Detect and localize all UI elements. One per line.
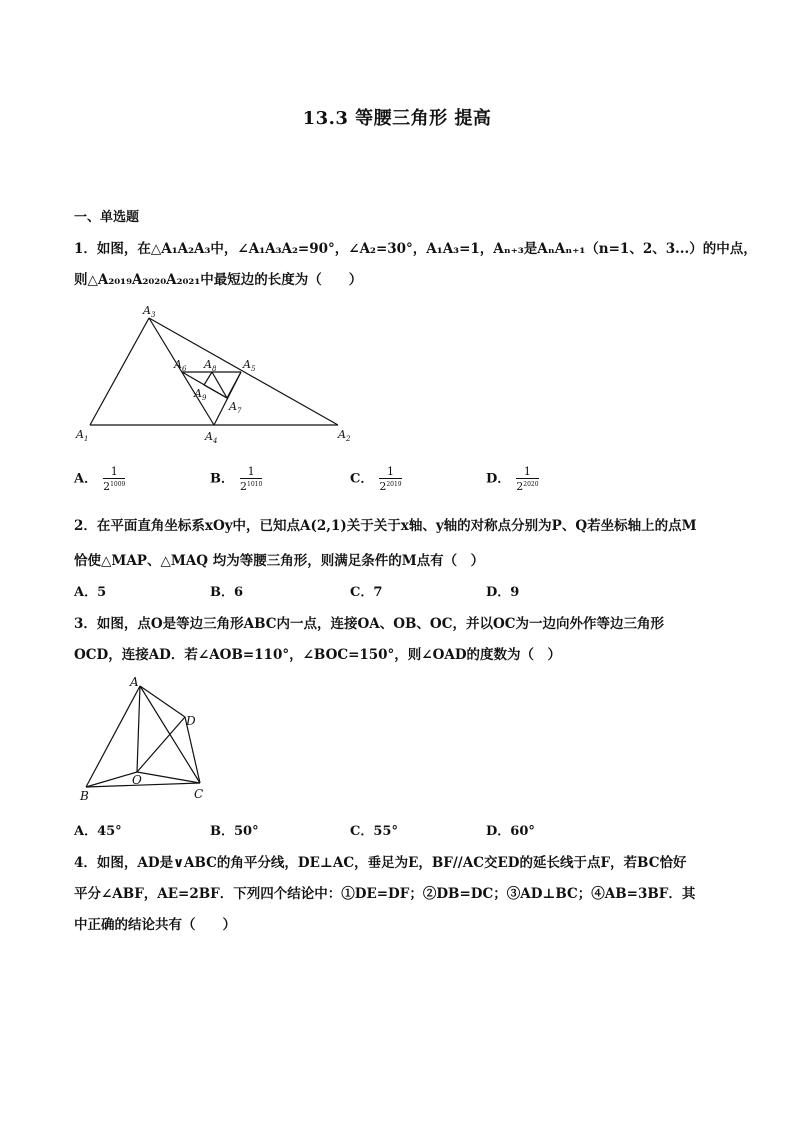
q3-option-d[interactable]: D．60° <box>486 824 535 839</box>
q4-text-line3: 中正确的结论共有（ ） <box>74 917 236 933</box>
q3-option-b[interactable]: B．50° <box>210 824 259 839</box>
q1-option-b[interactable]: B． $\frac{1}{2^{1010}}$ <box>210 465 263 493</box>
page-title: 13.3 等腰三角形 提高 <box>302 108 492 129</box>
q1-seg-a8a9 <box>204 372 212 385</box>
q3-seg-bc <box>86 783 200 787</box>
q1-label-a3: $A_3$ <box>143 304 156 319</box>
q1-option-c[interactable]: C． $\frac{1}{2^{2019}}$ <box>350 465 402 493</box>
q1-label-a4: $A_4$ <box>205 430 218 445</box>
q3-text-line1: 3．如图，点O是等边三角形ABC内一点，连接OA、OB、OC，并以OC为一边向外作等边三角形 <box>74 616 664 632</box>
section-title: 一、单选题 <box>74 210 140 225</box>
q1-label-a9: $A_9$ <box>194 387 207 402</box>
q2-text-line2: 恰使△MAP、△MAQ 均为等腰三角形，则满足条件的M点有（ ） <box>74 553 485 569</box>
q1-seg-a1a3 <box>90 318 149 425</box>
q3-seg-od <box>137 717 185 772</box>
q1-label-a2: $A_2$ <box>338 428 351 443</box>
q1-option-d[interactable]: D． $\frac{1}{2^{2020}}$ <box>486 465 539 493</box>
q1-seg-a5a7 <box>227 372 241 398</box>
q2-option-d[interactable]: D．9 <box>486 585 520 600</box>
q3-seg-ao <box>137 686 140 772</box>
q1-label-a5: $A_5$ <box>243 358 256 373</box>
q1-label-a8: $A_8$ <box>204 358 217 373</box>
q1-figure <box>70 300 370 450</box>
q3-seg-oc <box>137 772 200 783</box>
q3-option-a[interactable]: A．45° <box>74 824 122 839</box>
q3-label-b: B <box>80 789 89 803</box>
q1-label-a1: $A_1$ <box>76 428 89 443</box>
q2-option-a[interactable]: A．5 <box>74 585 107 600</box>
q1-text-line2: 则△A₂₀₁₉A₂₀₂₀A₂₀₂₁中最短边的长度为（ ） <box>74 272 363 288</box>
q3-label-o: O <box>132 773 142 787</box>
q3-seg-ad <box>140 686 185 717</box>
q3-option-c[interactable]: C．55° <box>350 824 398 839</box>
q1-text-line1: 1．如图，在△A₁A₂A₃中，∠A₁A₃A₂=90°，∠A₂=30°，A₁A₃=1，Aₙ₊₃是AₙAₙ₊₁（n=1、2、3...）的中点， <box>74 241 757 257</box>
q3-label-c: C <box>194 787 204 801</box>
q3-figure <box>72 672 222 807</box>
q1-label-a7: $A_7$ <box>229 400 242 415</box>
q3-text-line2: OCD，连接AD．若∠AOB=110°，∠BOC=150°，则∠OAD的度数为（ ） <box>74 647 562 663</box>
q1-label-a6: $A_6$ <box>174 358 187 373</box>
q4-text-line1: 4．如图，AD是∨ABC的角平分线，DE⊥AC，垂足为E，BF//AC交ED的延长线于点F，若BC恰好 <box>74 855 687 871</box>
q3-label-a: A <box>130 675 139 689</box>
q2-option-b[interactable]: B．6 <box>210 585 244 600</box>
q2-option-c[interactable]: C．7 <box>350 585 383 600</box>
q3-label-d: D <box>186 714 196 728</box>
q2-text-line1: 2．在平面直角坐标系xOy中，已知点A(2,1)关于关于x轴、y轴的对称点分别为P、Q若坐标轴上的点M <box>74 518 697 534</box>
q1-seg-a3a2 <box>149 318 338 425</box>
q4-text-line2: 平分∠ABF，AE=2BF．下列四个结论中：①DE=DF；②DB=DC；③AD⊥BC；④AB=3BF．其 <box>74 886 696 902</box>
q1-option-a[interactable]: A． $\frac{1}{2^{1009}}$ <box>74 465 126 493</box>
q3-seg-ab <box>86 686 140 787</box>
q3-seg-bo <box>86 772 137 787</box>
